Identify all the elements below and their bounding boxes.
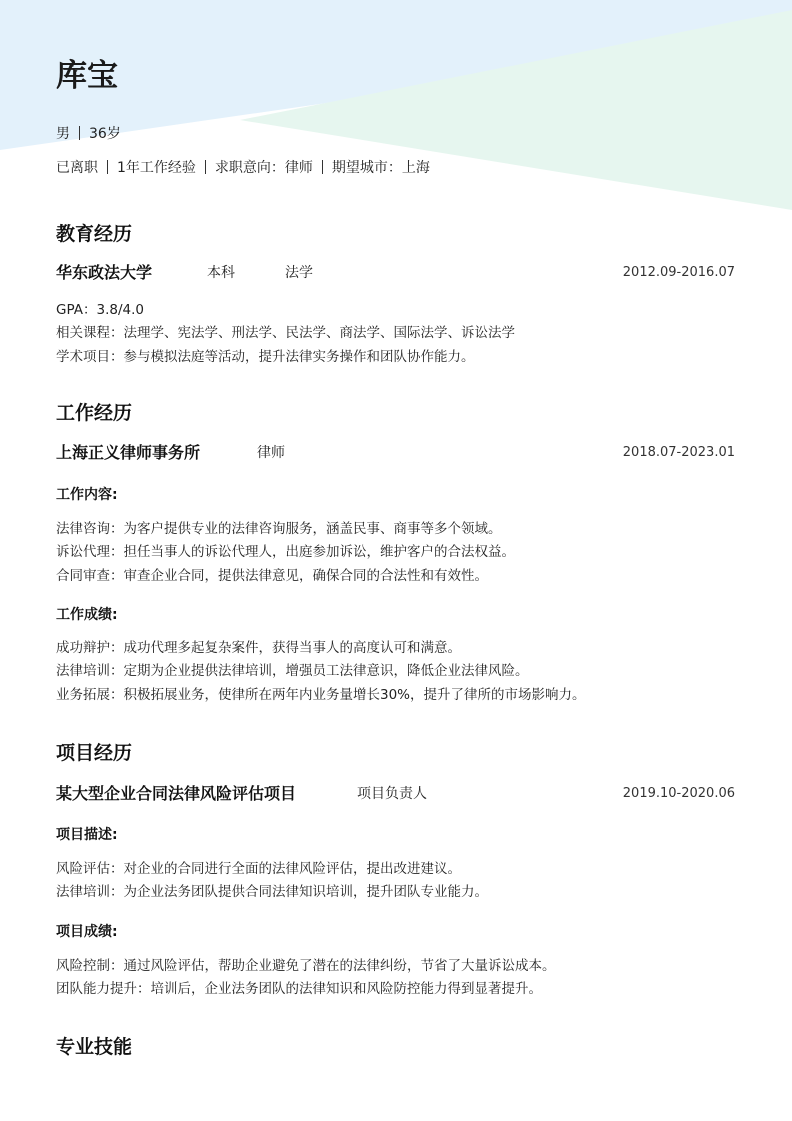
divider: [322, 160, 323, 174]
gpa-line: GPA：3.8/4.0: [56, 302, 144, 318]
work-results-label: 工作成绩:: [56, 607, 118, 623]
project-results-label: 项目成绩:: [56, 924, 118, 940]
divider: [107, 160, 108, 174]
list-item: 诉讼代理：担任当事人的诉讼代理人，出庭参加诉讼，维护客户的合法权益。: [56, 544, 515, 561]
list-item: 风险控制：通过风险评估，帮助企业避免了潜在的法律纠纷，节省了大量诉讼成本。: [56, 958, 556, 974]
degree: 本科: [207, 265, 235, 281]
list-item: 法律培训：为企业法务团队提供合同法律知识培训，提升团队专业能力。: [56, 884, 488, 901]
work-results-list: [56, 637, 746, 707]
list-item: 成功辩护：成功代理多起复杂案件，获得当事人的高度认可和满意。: [56, 640, 461, 656]
list-item: 合同审查：审查企业合同，提供法律意见，确保合同的合法性和有效性。: [56, 567, 488, 584]
job-role: 律师: [257, 445, 285, 461]
project-role: 项目负责人: [357, 786, 427, 802]
project-name: 某大型企业合同法律风险评估项目: [56, 784, 297, 803]
work-content-list: [56, 518, 746, 588]
project-desc-list: [56, 858, 746, 905]
candidate-name: 库宝: [56, 58, 118, 94]
academic-projects-line: 学术项目：参与模拟法庭等活动，提升法律实务操作和团队协作能力。: [56, 348, 475, 365]
project-results-list: [56, 955, 746, 1002]
list-item: 法律培训：定期为企业提供法律培训，增强员工法律意识，降低企业法律风险。: [56, 663, 529, 680]
school-name: 华东政法大学: [56, 263, 153, 282]
gender: 男: [56, 126, 70, 142]
list-item: 团队能力提升：培训后，企业法务团队的法律知识和风险防控能力得到显著提升。: [56, 981, 542, 998]
list-item: 风险评估：对企业的合同进行全面的法律风险评估，提出改进建议。: [56, 861, 461, 877]
divider: [205, 160, 206, 174]
list-item: 法律咨询：为客户提供专业的法律咨询服务，涵盖民事、商事等多个领域。: [56, 521, 502, 537]
company-name: 上海正义律师事务所: [56, 443, 201, 462]
employment-status: 已离职: [56, 160, 98, 176]
project-section-title: 项目经历: [56, 742, 133, 764]
skills-section-title: 专业技能: [56, 1036, 133, 1058]
major: 法学: [285, 265, 313, 281]
project-date: 2019.10-2020.06: [622, 786, 735, 801]
work-date: 2018.07-2023.01: [622, 445, 735, 460]
age: 36岁: [89, 126, 121, 142]
project-desc-label: 项目描述:: [56, 827, 118, 843]
job-status-row: [56, 158, 430, 178]
education-details: [56, 299, 746, 369]
work-section-title: 工作经历: [56, 402, 133, 424]
work-experience: 1年工作经验: [117, 160, 196, 176]
job-intention: 求职意向：律师: [214, 160, 313, 176]
education-date: 2012.09-2016.07: [622, 265, 735, 280]
basic-info-row: [56, 124, 121, 144]
divider: [79, 126, 80, 140]
education-section-title: 教育经历: [56, 223, 133, 245]
list-item: 业务拓展：积极拓展业务，使律所在两年内业务量增长30%，提升了律所的市场影响力。: [56, 686, 586, 703]
work-content-label: 工作内容:: [56, 487, 118, 503]
courses-line: 相关课程：法理学、宪法学、刑法学、民法学、商法学、国际法学、诉讼法学: [56, 325, 515, 342]
expected-city: 期望城市：上海: [331, 160, 430, 176]
